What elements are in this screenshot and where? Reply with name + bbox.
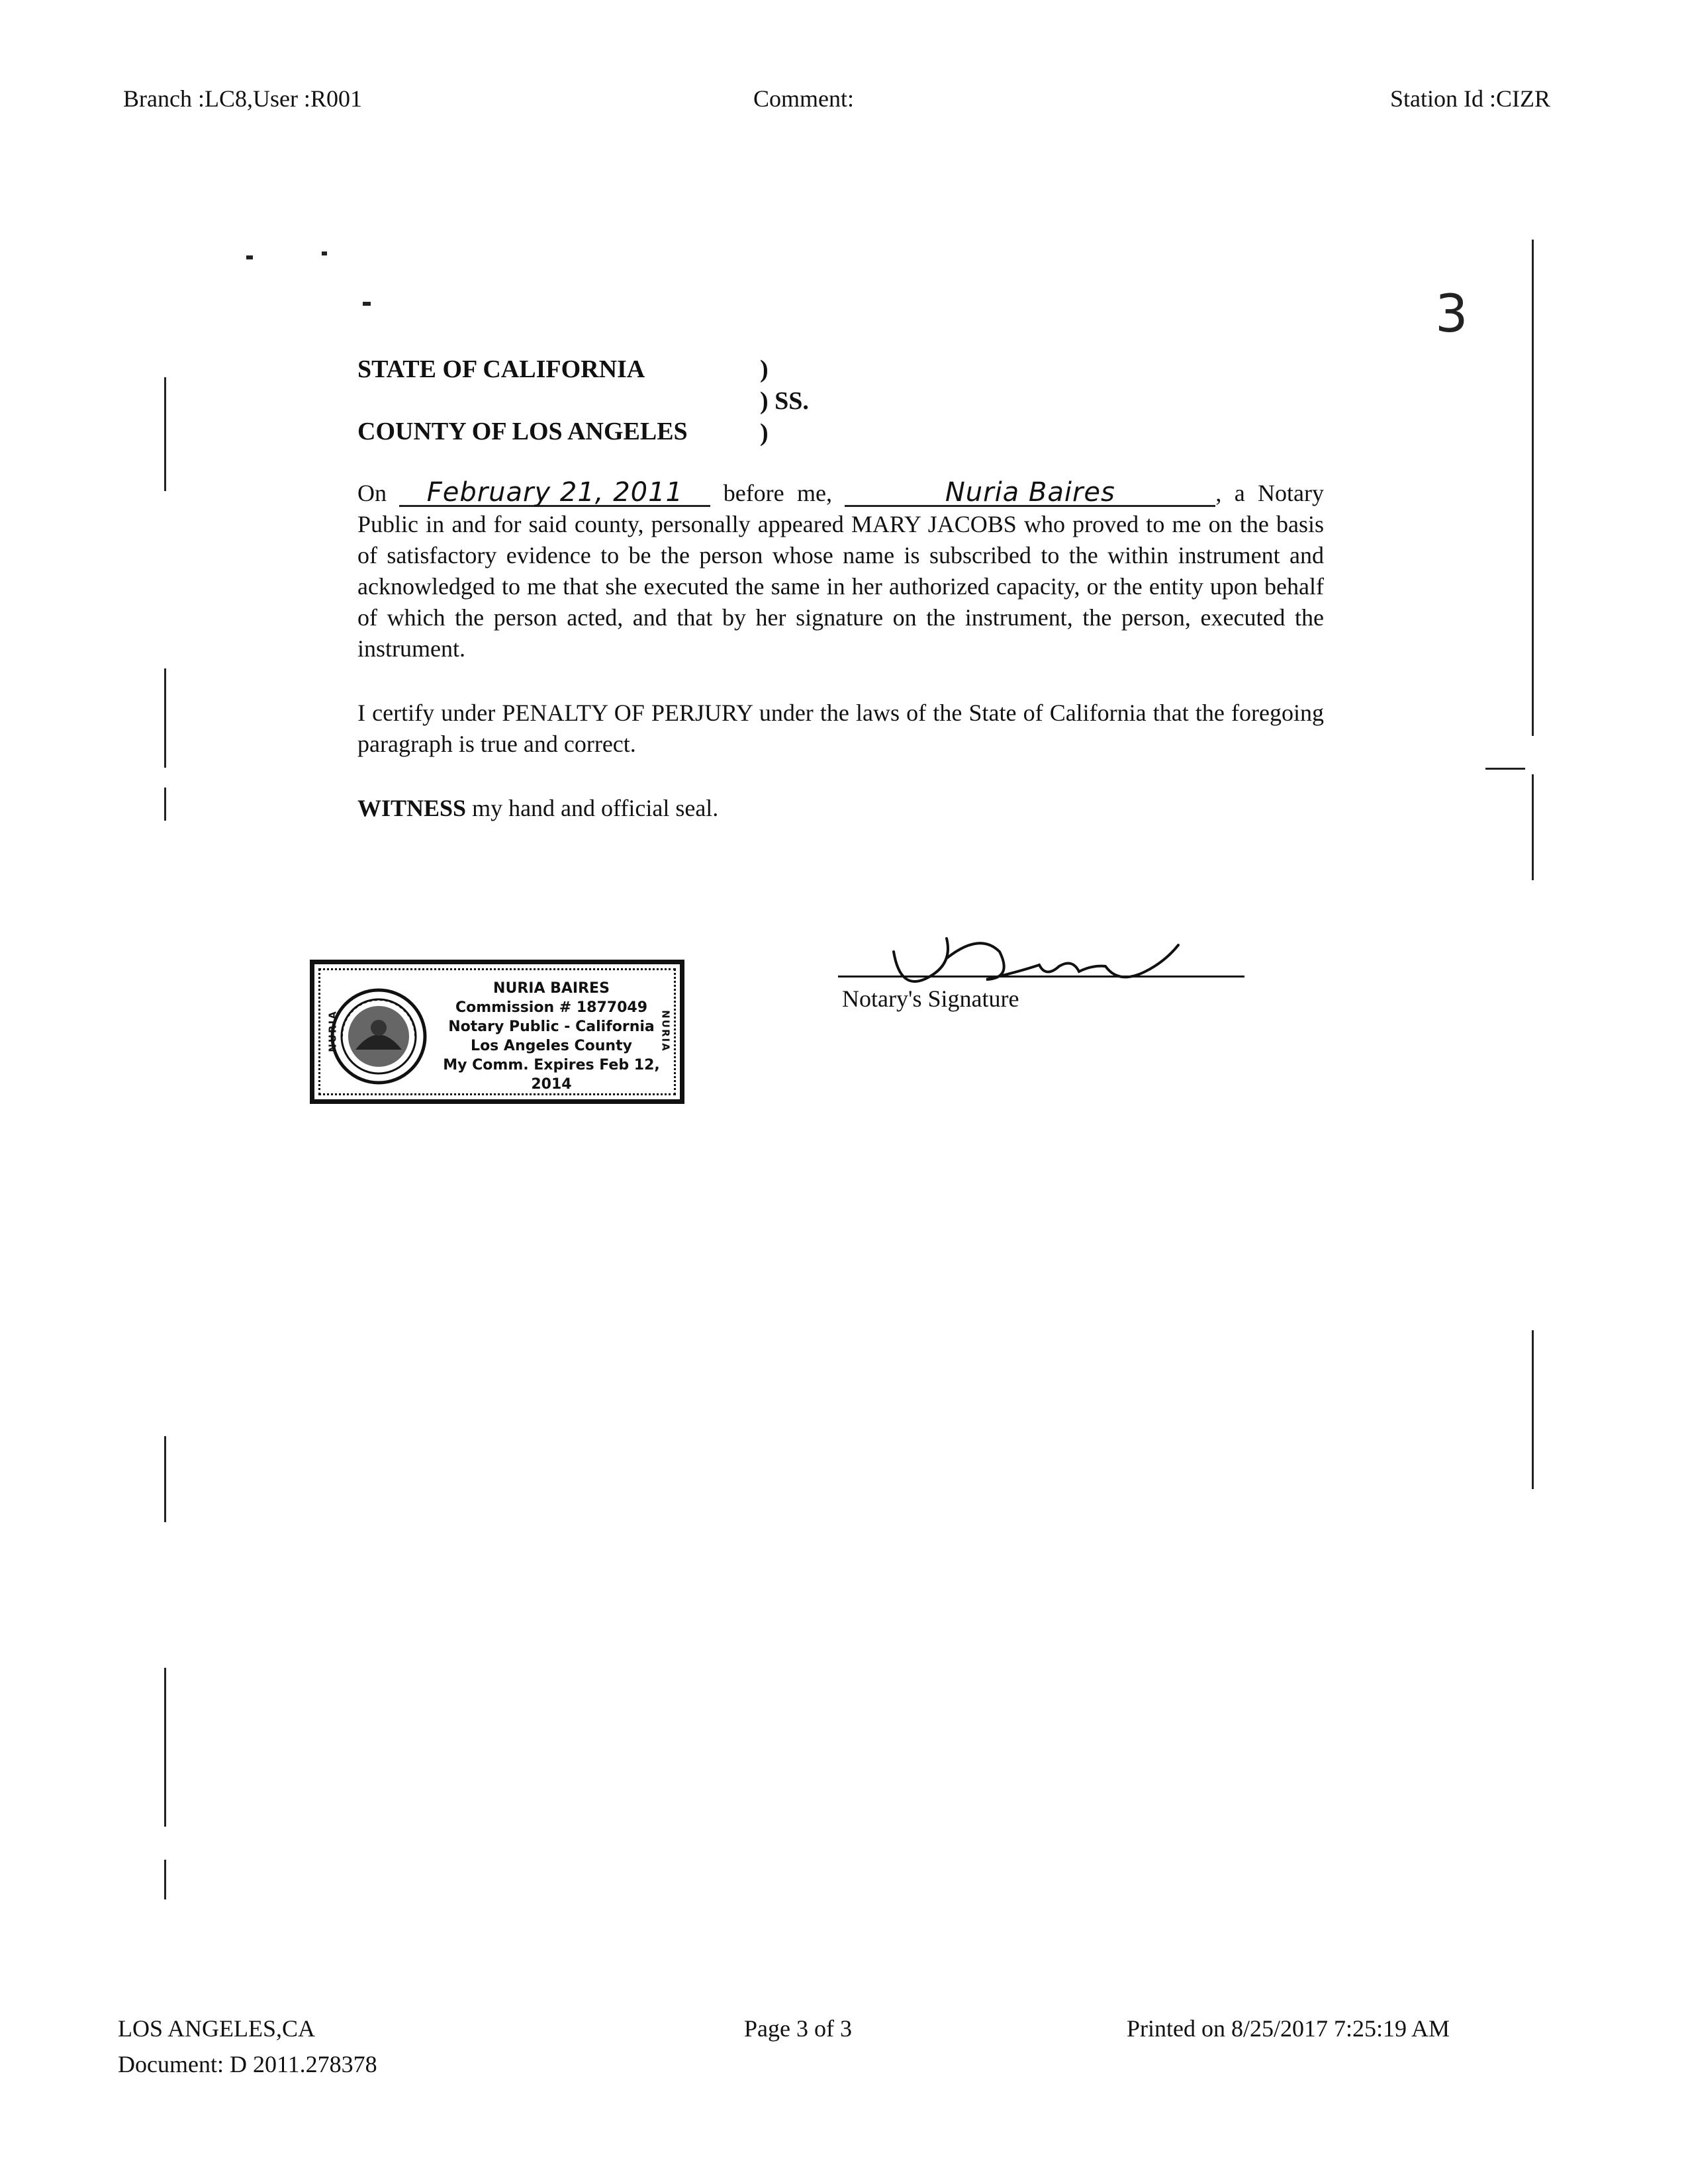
- scan-dot-2: [322, 251, 327, 255]
- seal-side-right: NURIA: [659, 1010, 672, 1052]
- margin-mark-left-1: [164, 377, 166, 491]
- margin-mark-left-5: [164, 1668, 166, 1827]
- handwritten-notary-name: Nuria Baires: [845, 480, 1215, 507]
- ack-text: , a Notary Public in and for said county, personally appeared MARY JACOBS who proved to me on the basis of satisfactory evidence to be the person whose name is subscribed to the within instrument and acknowledged to me that she executed the same in her authorized capacity, or the entity upon behalf of which the person acted, and that by her signature on the instrument, the person, executed the instrument.: [357, 480, 1325, 662]
- witness-lead: WITNESS: [357, 795, 467, 821]
- certify-paragraph: I certify under PENALTY OF PERJURY under the laws of the State of California that the foregoing paragraph is true and correct.: [357, 700, 1324, 757]
- venue-paren-top: ): [760, 355, 769, 383]
- venue-paren-bottom: ): [760, 419, 769, 447]
- seal-text-block: [432, 979, 671, 1094]
- witness-line: [357, 793, 1324, 824]
- witness-rest: my hand and official seal.: [466, 795, 719, 821]
- venue-county: COUNTY OF LOS ANGELES: [357, 418, 688, 445]
- footer-location: LOS ANGELES,CA: [118, 2015, 316, 2042]
- margin-mark-right-2: [1485, 768, 1525, 770]
- header-station-id: Station Id :CIZR: [1390, 85, 1550, 112]
- ack-on: On: [357, 480, 387, 506]
- ack-before-me: before me,: [723, 480, 832, 506]
- handwritten-date: February 21, 2011: [399, 480, 710, 507]
- signature-label: Notary's Signature: [842, 985, 1019, 1012]
- footer-page: Page 3 of 3: [744, 2015, 852, 2042]
- seal-title: Notary Public - California: [448, 1019, 655, 1035]
- seal-side-left: NURIA: [326, 1010, 339, 1052]
- footer-printed: Printed on 8/25/2017 7:25:19 AM: [1127, 2015, 1450, 2042]
- header-comment: Comment:: [753, 85, 854, 112]
- margin-mark-right-3: [1532, 774, 1534, 880]
- seal-commission: Commission # 1877049: [455, 999, 648, 1016]
- margin-mark-right-4: [1532, 1330, 1534, 1489]
- seal-name: NURIA BAIRES: [493, 980, 610, 997]
- footer-document: Document: D 2011.278378: [118, 2051, 377, 2077]
- margin-mark-left-4: [164, 1436, 166, 1522]
- state-seal-icon: [326, 987, 428, 1086]
- header-branch-user: Branch :LC8,User :R001: [123, 85, 362, 112]
- margin-mark-right-1: [1532, 240, 1534, 736]
- seal-expires: My Comm. Expires Feb 12, 2014: [443, 1057, 660, 1093]
- notary-seal-stamp: [310, 960, 684, 1104]
- margin-mark-left-3: [164, 788, 166, 821]
- margin-mark-left-2: [164, 668, 166, 768]
- handwritten-page-number: 3: [1435, 285, 1468, 344]
- venue-ss: ) SS.: [760, 387, 809, 415]
- venue-state: STATE OF CALIFORNIA: [357, 355, 645, 383]
- scan-dot-1: [246, 255, 253, 259]
- seal-county: Los Angeles County: [471, 1038, 632, 1054]
- acknowledgment-paragraph: [357, 478, 1324, 664]
- margin-mark-left-6: [164, 1860, 166, 1899]
- signature-line: [838, 976, 1244, 978]
- scan-dot-3: [363, 302, 371, 306]
